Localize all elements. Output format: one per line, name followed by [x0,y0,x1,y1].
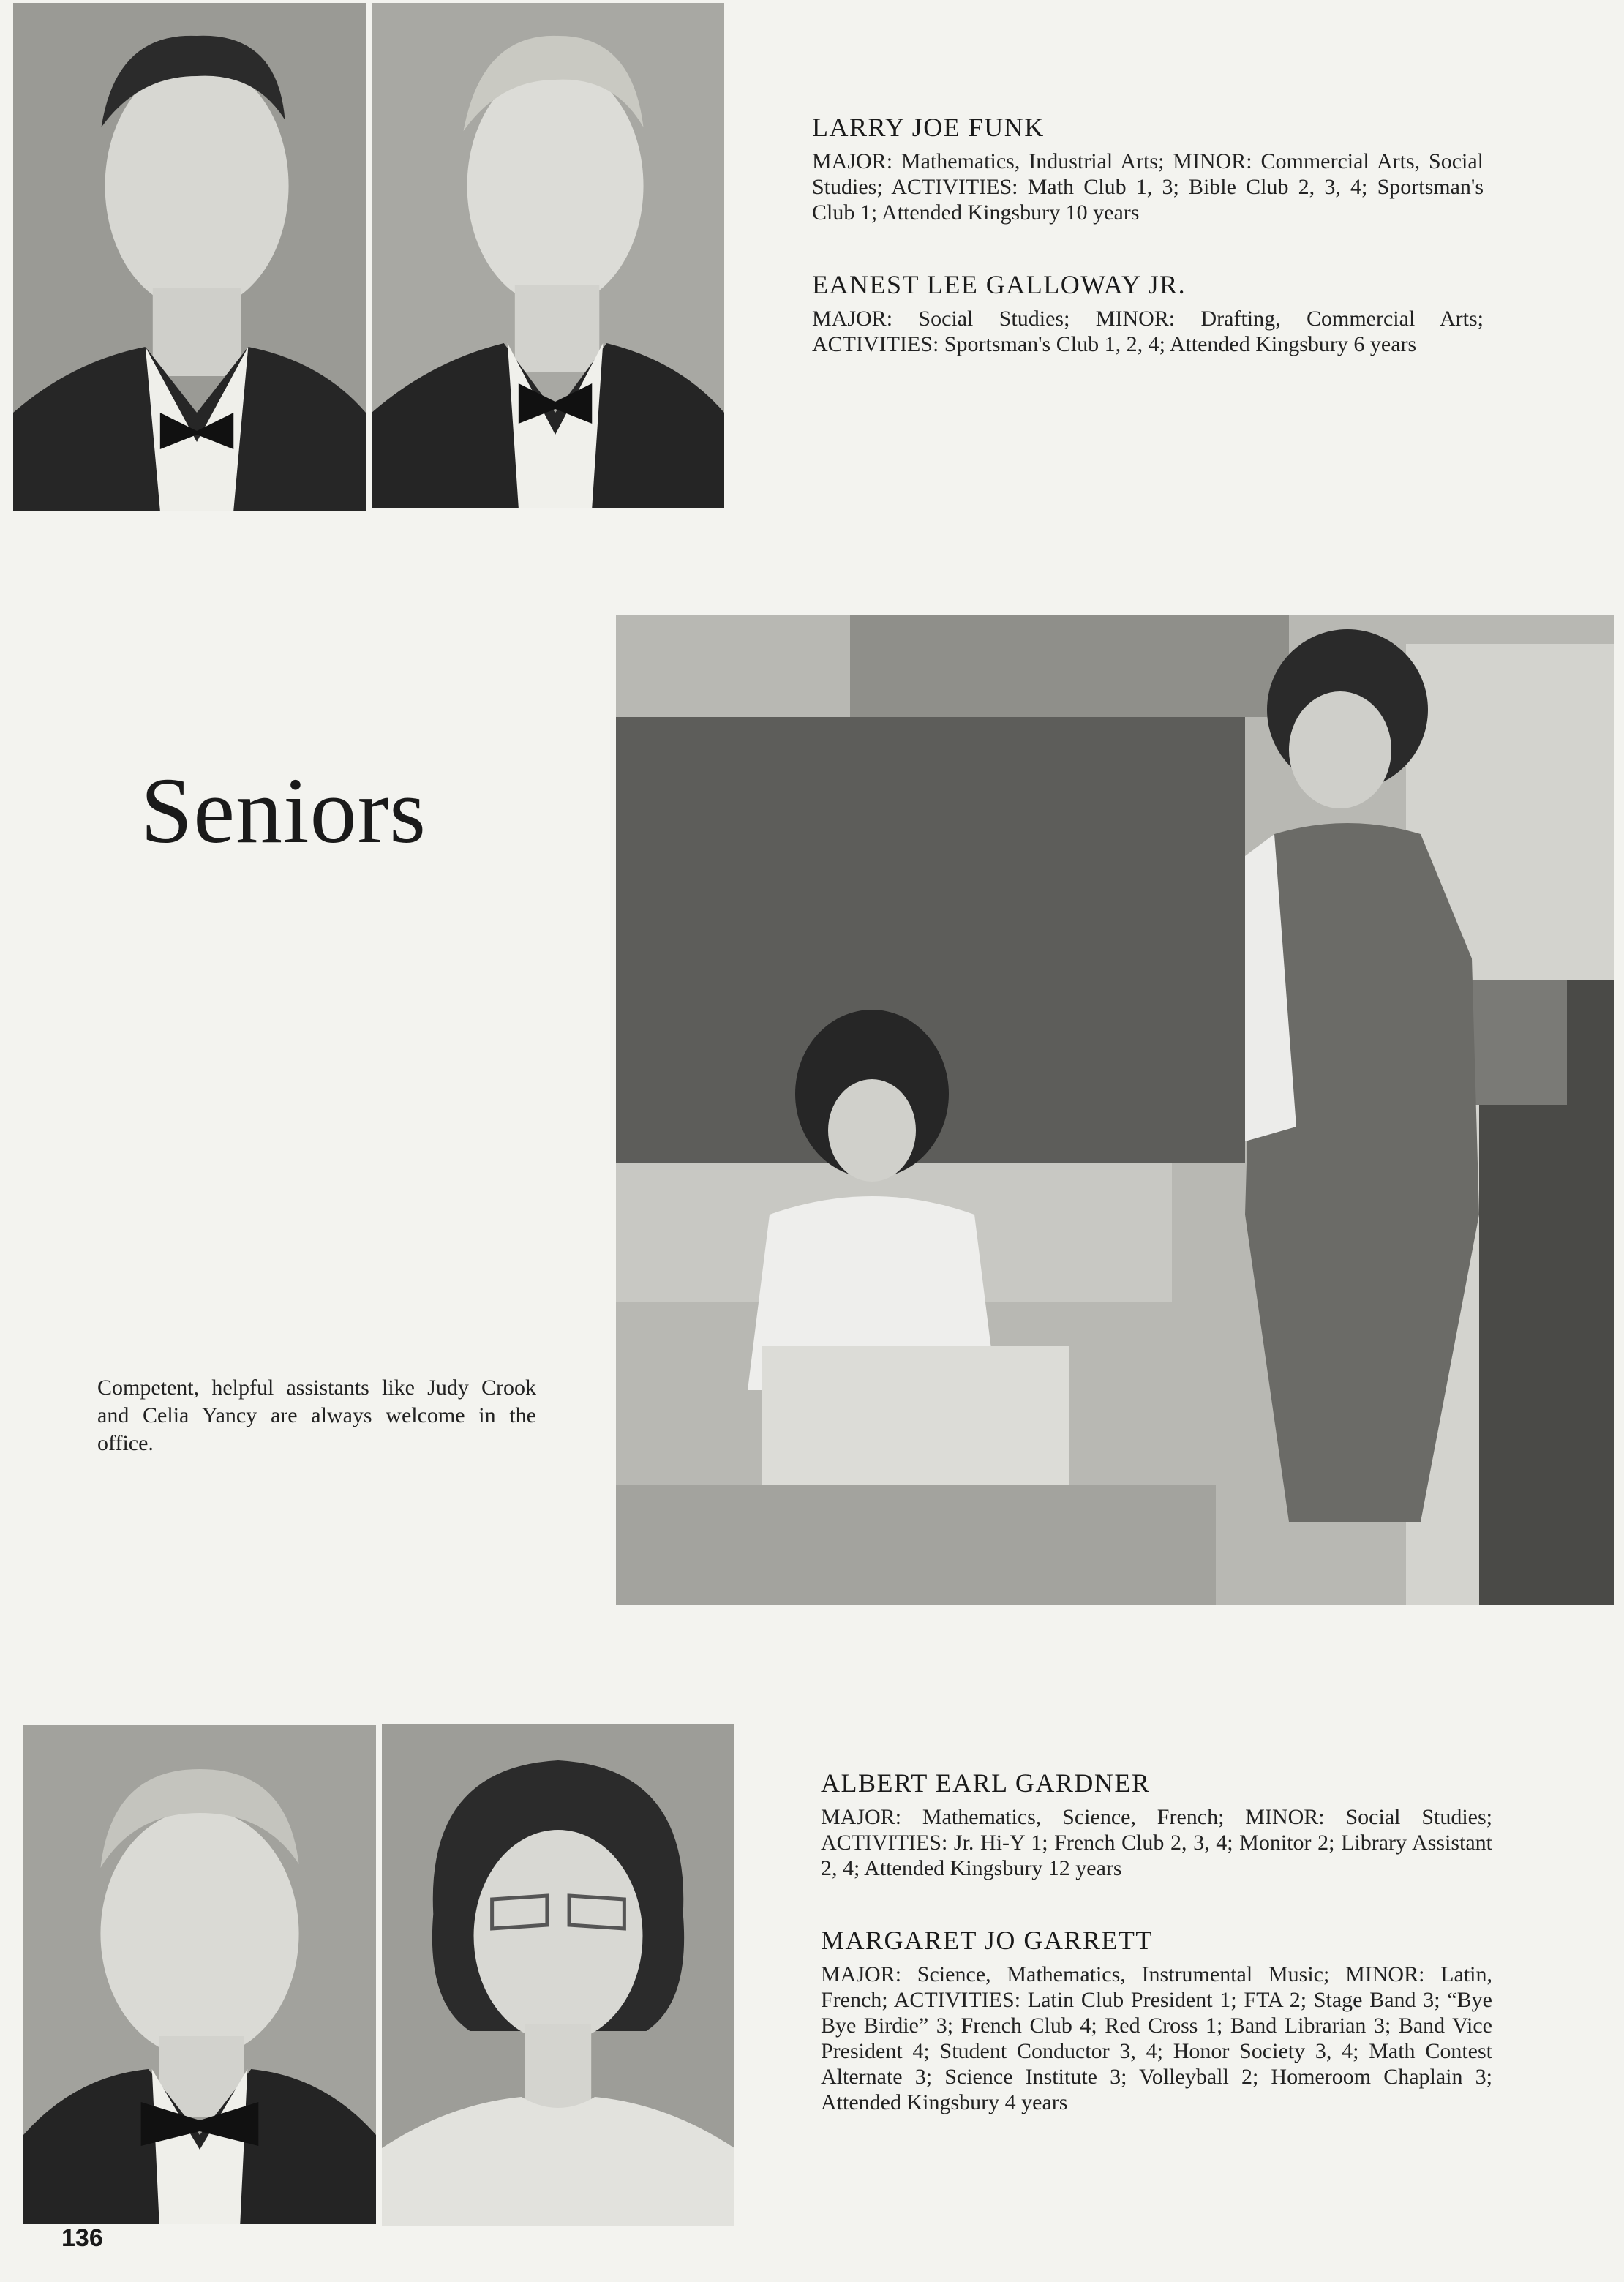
office-scene [616,615,1614,1605]
photo-caption: Competent, helpful assistants like Judy Crook and Celia Yancy are always welcome in the office. [97,1375,536,1455]
portrait-albert-earl-gardner [23,1725,376,2224]
senior-bio-garrett [821,1926,1492,2134]
student-details: MAJOR: Mathematics, Science, French; MINOR: Social Studies; ACTIVITIES: Jr. Hi-Y 1; French Club 2, 3, 4; Monitor 2; Library Assistant 2, 4; Attended Kingsbury 12 years [821,1804,1492,1880]
page-section-title: Seniors [140,759,426,863]
student-details: MAJOR: Science, Mathematics, Instrumental Music; MINOR: Latin, French; ACTIVITIES: Latin Club President 1; FTA 2; Stage Band 3; “Bye Bye Birdie” 3; French Club 4; Red Cross 1; Band Librarian 3; Band Vice President 4; Student Conductor 3, 4; Honor Society 3, 4; Math Contest Alternate 3; Science Institute 3; Volleyball 2; Homeroom Chaplain 3; Attended Kingsbury 4 years [821,1962,1492,2114]
senior-bio-gardner [821,1769,1492,1900]
student-details: MAJOR: Mathematics, Industrial Arts; MINOR: Commercial Arts, Social Studies; ACTIVITIES: Math Club 1, 3; Bible Club 2, 3, 4; Sportsman's Club 1; Attended Kingsbury 10 years [812,149,1484,225]
page-number: 136 [61,2224,103,2252]
office-candid-photo [616,615,1614,1605]
student-name: EANEST LEE GALLOWAY JR. [812,270,1187,299]
portrait-margaret-jo-garrett [382,1724,734,2226]
student-details: MAJOR: Social Studies; MINOR: Drafting, Commercial Arts; ACTIVITIES: Sportsman's Club 1, 2, 4; Attended Kingsbury 6 years [812,306,1484,356]
portrait-figure [372,3,724,508]
student-name: ALBERT EARL GARDNER [821,1768,1151,1798]
portrait-figure [13,3,366,511]
senior-bio-galloway [812,271,1484,376]
portrait-figure [23,1725,376,2224]
portrait-eanest-lee-galloway [372,3,724,508]
student-name: LARRY JOE FUNK [812,113,1045,142]
portrait-figure [382,1724,734,2226]
portrait-larry-joe-funk [13,3,366,511]
student-name: MARGARET JO GARRETT [821,1926,1153,1955]
senior-bio-funk [812,113,1484,244]
